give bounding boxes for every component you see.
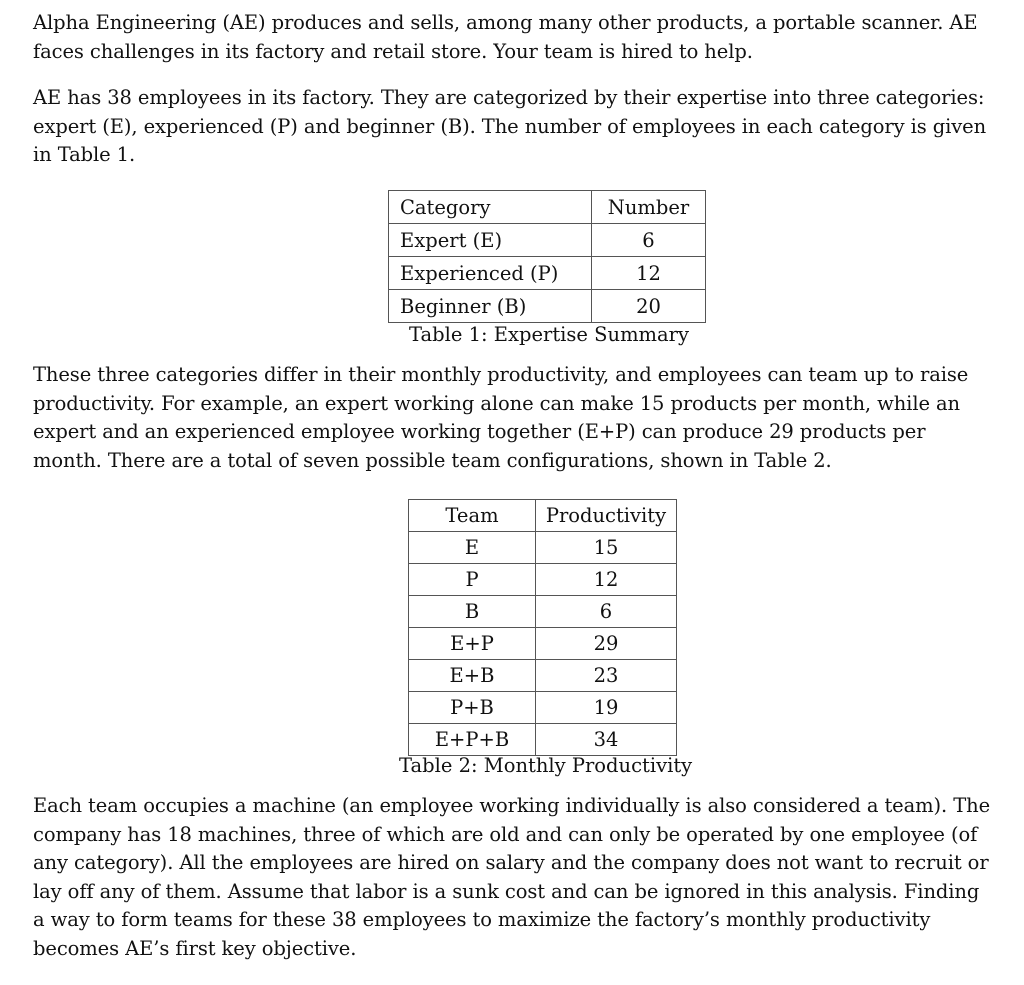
table-cell-productivity: 34 xyxy=(536,724,677,756)
table-header-productivity: Productivity xyxy=(536,500,677,532)
table-cell-team: P+B xyxy=(409,692,536,724)
table-cell-team: E+P+B xyxy=(409,724,536,756)
table-header-row xyxy=(409,500,677,532)
table-row xyxy=(409,724,677,756)
table-cell-number: 20 xyxy=(592,290,706,323)
table-row xyxy=(409,692,677,724)
table-cell-category: Beginner (B) xyxy=(389,290,592,323)
table-header-category: Category xyxy=(389,191,592,224)
table-cell-number: 12 xyxy=(592,257,706,290)
paragraph-productivity: These three categories differ in their monthly productivity, and employees can team up to raise productivity. For example, an expert working alone can make 15 products per month, while an expert and an experienced employee working together (E+P) can produce 29 products per month. There are a total of seven possible team configurations, shown in Table 2. xyxy=(33,363,969,472)
table-cell-team: B xyxy=(409,596,536,628)
table-header-number: Number xyxy=(592,191,706,224)
table-cell-productivity: 12 xyxy=(536,564,677,596)
paragraph-machines: Each team occupies a machine (an employee working individually is also considered a team). The company has 18 machines, three of which are old and can only be operated by one employee (of any category). All the employees are hired on salary and the company does not want to recruit or lay off any of them. Assume that labor is a sunk cost and can be ignored in this analysis. Finding a way to form teams for these 38 employees to maximize the factory’s monthly productivity becomes AE’s first key objective. xyxy=(33,794,991,960)
table-cell-team: E xyxy=(409,532,536,564)
paragraph-employees: AE has 38 employees in its factory. They are categorized by their expertise into three categories: expert (E), experienced (P) and beginner (B). The number of employees in each category is given in Table 1. xyxy=(33,86,987,166)
table-cell-team: E+B xyxy=(409,660,536,692)
table-row xyxy=(409,596,677,628)
table-cell-category: Experienced (P) xyxy=(389,257,592,290)
table-row xyxy=(409,628,677,660)
table-cell-productivity: 29 xyxy=(536,628,677,660)
table-caption-expertise: Table 1: Expertise Summary xyxy=(409,323,690,346)
table-cell-productivity: 19 xyxy=(536,692,677,724)
table-header-team: Team xyxy=(409,500,536,532)
table-cell-category: Expert (E) xyxy=(389,224,592,257)
table-caption-productivity: Table 2: Monthly Productivity xyxy=(399,754,693,777)
table-row xyxy=(409,564,677,596)
table-row xyxy=(409,532,677,564)
monthly-productivity-table xyxy=(408,499,677,756)
table-cell-team: E+P xyxy=(409,628,536,660)
table-cell-productivity: 6 xyxy=(536,596,677,628)
table-header-row xyxy=(389,191,706,224)
table-row xyxy=(389,224,706,257)
expertise-summary-table xyxy=(388,190,706,323)
table-cell-productivity: 15 xyxy=(536,532,677,564)
table-cell-team: P xyxy=(409,564,536,596)
table-row xyxy=(409,660,677,692)
table-row xyxy=(389,290,706,323)
table-cell-number: 6 xyxy=(592,224,706,257)
paragraph-intro: Alpha Engineering (AE) produces and sells, among many other products, a portable scanner. AE faces challenges in its factory and retail store. Your team is hired to help. xyxy=(33,11,978,63)
table-cell-productivity: 23 xyxy=(536,660,677,692)
table-row xyxy=(389,257,706,290)
